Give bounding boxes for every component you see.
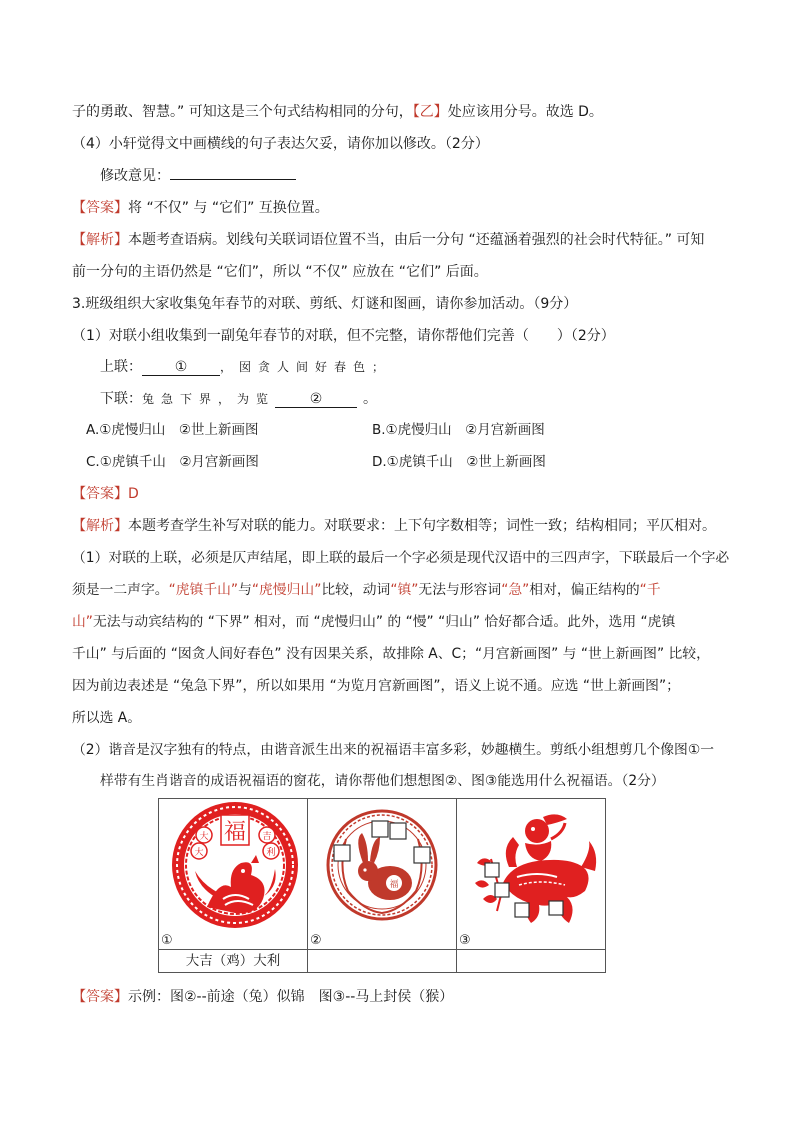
fix-suggestion-row	[100, 166, 296, 186]
bracket-mark: 【乙】	[412, 104, 448, 120]
option-a: A.①虎慢归山 ②世上新画图	[86, 422, 259, 438]
prev-answer-text-end: 处应该用分号。故选 D。	[447, 104, 603, 120]
q3-1-explanation: 本题考查学生补写对联的能力。对联要求：上下句字数相等；词性一致；结构相同；平仄相对。	[128, 518, 716, 534]
seal-char-2: 福	[389, 880, 399, 890]
q3-2-answer-row	[72, 987, 453, 1007]
rooster-papercut-icon	[159, 799, 307, 949]
answer-label: 【答案】	[72, 200, 128, 216]
explanation-label: 【解析】	[72, 232, 128, 248]
analysis-quote: “急”	[501, 582, 530, 598]
small-char-2: 吉	[262, 832, 272, 842]
lower-label: 下联：	[100, 391, 142, 407]
q4-answer-text: 将 “不仅” 与 “它们” 互换位置。	[128, 200, 329, 216]
analysis-text: 相对，偏正结构的	[529, 582, 640, 598]
question-4: （4）小轩觉得文中画横线的句子表达欠妥，请你加以修改。（2分）	[72, 136, 489, 152]
figure-1-cell	[159, 799, 308, 950]
q3-1-answer-row	[72, 484, 139, 504]
papercut-figure-table	[158, 798, 606, 973]
fix-suggestion-label: 修改意见：	[100, 168, 170, 184]
q4-explanation-cont: 前一分句的主语仍然是 “它们”，所以 “不仅” 应放在 “它们” 后面。	[72, 264, 488, 280]
analysis-text: 须是一二声字。	[72, 582, 169, 598]
analysis-quote: “虎慢归山”	[251, 582, 322, 598]
couplet-lower	[100, 389, 377, 409]
q4-explanation-text: 本题考查语病。划线句关联词语位置不当，由后一分句 “还蕴涵着强烈的社会时代特征。” 可知	[128, 232, 705, 248]
option-d: D.①虎镇千山 ②世上新画图	[372, 454, 546, 470]
analysis-text: 与	[238, 582, 252, 598]
figure-2-caption-cell	[308, 950, 457, 973]
lower-text: 兔急下界，为览	[142, 392, 276, 406]
q4-explanation-row	[72, 230, 704, 250]
analysis-quote: “虎镇千山”	[168, 582, 239, 598]
analysis-line-1: （1）对联的上联，必须是仄声结尾，即上联的最后一个字必须是现代汉语中的三四声字，下联最后一个字必	[72, 550, 730, 566]
analysis-text: 无法与形容词	[418, 582, 502, 598]
upper-text: ，囡贪人间好春色；	[220, 360, 392, 374]
small-char-1: 大	[199, 832, 209, 842]
question-3-2-line2: 样带有生肖谐音的成语祝福语的窗花，请你帮他们想想图②、图③能选用什么祝福语。（2分）	[100, 773, 665, 789]
analysis-line-4: 千山” 与后面的 “囡贪人间好春色” 没有因果关系，故排除 A、C；“月宫新画图” 与 “世上新画图” 比较，	[72, 646, 710, 662]
prev-answer-tail	[72, 102, 603, 122]
lower-end: 。	[363, 391, 378, 407]
analysis-quote: “镇”	[390, 582, 419, 598]
small-char-3: 大	[194, 848, 204, 858]
q3-1-explanation-row	[72, 516, 716, 536]
figure-3-cell	[457, 799, 606, 950]
figure-2-cell	[308, 799, 457, 950]
monkey-on-horse-papercut-icon	[457, 799, 605, 949]
q4-answer-row	[72, 198, 329, 218]
analysis-text: 无法与动宾结构的 “下界” 相对，而 “虎慢归山” 的 “慢” “归山” 恰好都合适。此外，选用 “虎镇	[92, 614, 676, 630]
analysis-line-2	[72, 580, 661, 600]
analysis-line-3	[72, 612, 675, 632]
figure-2-caption	[308, 950, 456, 972]
small-char-4: 利	[266, 848, 276, 858]
explanation-label: 【解析】	[72, 518, 128, 534]
q3-2-answer: 示例：图②--前途（兔）似锦 图③--马上封侯（猴）	[128, 989, 454, 1005]
seal-char-1: 福	[223, 820, 247, 845]
option-c: C.①虎镇千山 ②月宫新画图	[86, 454, 259, 470]
answer-label: 【答案】	[72, 989, 128, 1005]
question-3-2-line1: （2）谐音是汉字独有的特点，由谐音派生出来的祝福语丰富多彩，妙趣横生。剪纸小组想剪几个像图①一	[72, 742, 715, 758]
fix-suggestion-blank	[170, 179, 296, 180]
prev-answer-text: 子的勇敢、智慧。” 可知这是三个句式结构相同的分句，	[72, 104, 413, 120]
figure-1-caption: 大吉（鸡）大利	[185, 953, 281, 969]
figure-3-caption	[457, 950, 605, 972]
upper-label: 上联：	[100, 359, 142, 375]
question-3-1: （1）对联小组收集到一副兔年春节的对联，但不完整，请你帮他们完善（ ）（2分）	[72, 328, 615, 344]
analysis-line-5: 因为前边表述是 “兔急下界”，所以如果用 “为览月宫新画图”，语义上说不通。应选 “世上新画图”；	[72, 678, 680, 694]
figure-2-number: ②	[310, 933, 322, 948]
analysis-quote: 山”	[72, 614, 93, 630]
figure-3-caption-cell	[457, 950, 606, 973]
lower-blank: ②	[275, 391, 357, 408]
analysis-quote: “千	[639, 582, 661, 598]
option-b: B.①虎慢归山 ②月宫新画图	[372, 422, 545, 438]
rabbit-papercut-icon	[308, 799, 456, 949]
answer-label: 【答案】	[72, 486, 128, 502]
analysis-text: 比较，动词	[321, 582, 391, 598]
q3-1-answer: D	[128, 486, 139, 502]
figure-1-number: ①	[161, 933, 173, 948]
question-3: 3.班级组织大家收集兔年春节的对联、剪纸、灯谜和图画，请你参加活动。（9分）	[72, 296, 578, 312]
figure-1-caption-cell	[159, 950, 308, 973]
analysis-line-6: 所以选 A。	[72, 710, 142, 726]
figure-3-number: ③	[459, 933, 471, 948]
upper-blank: ①	[142, 359, 220, 376]
couplet-upper	[100, 357, 391, 377]
